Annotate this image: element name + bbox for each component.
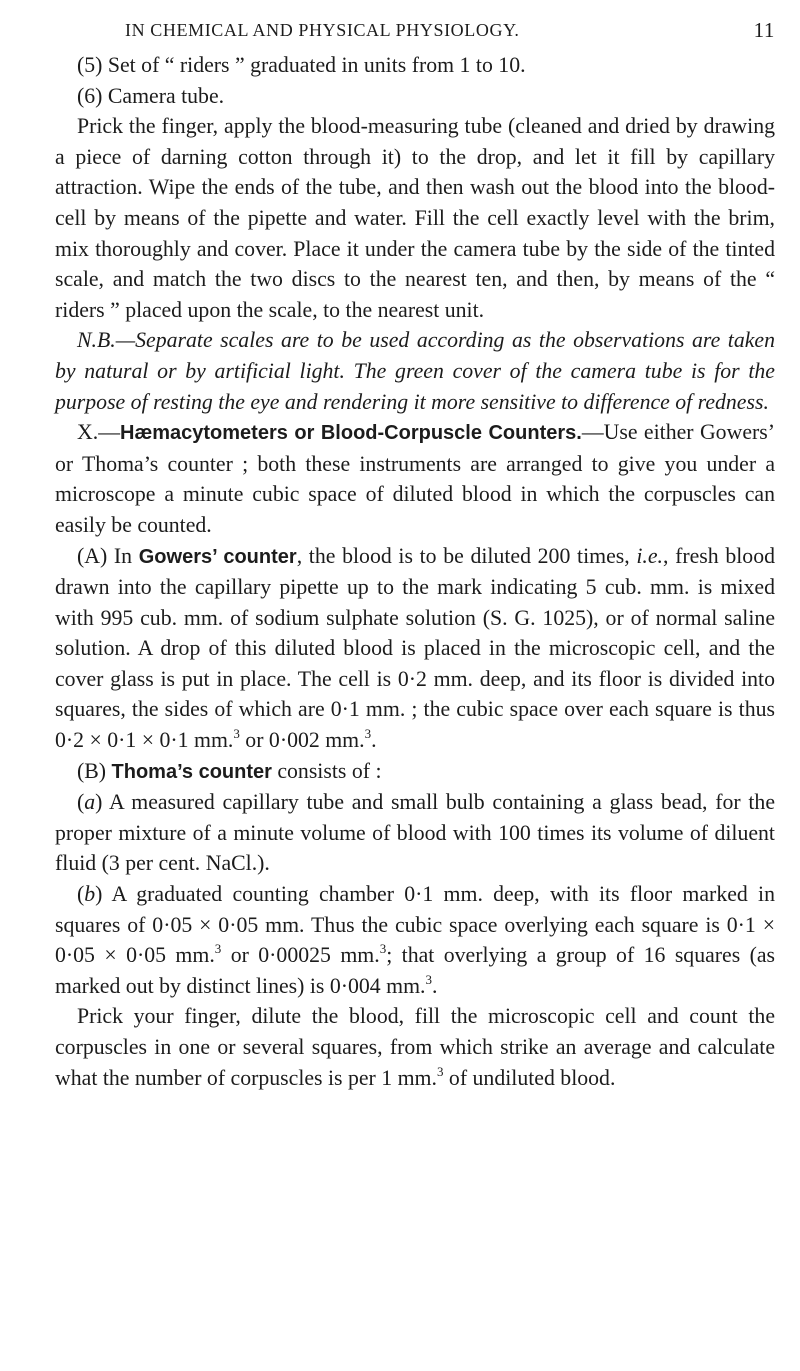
thoma-paragraph <box>55 756 775 788</box>
superscript: 3 <box>425 971 433 987</box>
body-text <box>55 50 775 1093</box>
gowers-prefix: (A) In <box>77 543 139 568</box>
section-title: Hæmacytometers or Blood-Corpuscle Counters. <box>120 422 582 445</box>
list-item-6: (6) Camera tube. <box>77 83 225 108</box>
gowers-text-2: , fresh blood drawn into the capillary pipette up to the mark indicating 5 cub. mm. is mixed with 995 cub. mm. of sodium sulphate solution (S. G. 1025), or of normal saline solution. A drop of this diluted blood is placed in the microscopic cell, and the cover glass is put in place. The cell is 0·2 mm. deep, and its floor is divided into squares, the sides of which are 0·1 mm. ; the cubic space over each square is thus 0·2 × 0·1 × 0·1 mm. <box>55 543 775 753</box>
superscript: 3 <box>436 1063 444 1079</box>
section-x-text: —Use either Gowers’ or Thoma’s counter ; both these instruments are arranged to give you under a microscope a minute cubic space of diluted blood in which the corpuscles can easily be counted. <box>55 420 775 537</box>
final-text-1: Prick your finger, dilute the blood, fill the microscopic cell and count the corpuscles in one or several squares, from which strike an average and calculate what the number of corpuscles is per 1 mm. <box>55 1004 775 1090</box>
running-head: IN CHEMICAL AND PHYSICAL PHYSIOLOGY. <box>125 20 520 40</box>
superscript: 3 <box>364 726 372 742</box>
note-paragraph: N.B.—Separate scales are to be used according as the observations are taken by natural or by artificial light. The green cover of the camera tube is for the purpose of resting the eye and rendering it more sensitive to difference of redness. <box>55 328 775 414</box>
gowers-text-3: or 0·002 mm. <box>239 728 365 753</box>
final-paragraph <box>55 1001 775 1093</box>
superscript: 3 <box>379 941 387 957</box>
page-number: 11 <box>753 18 775 42</box>
item-b-text-2: or 0·00025 mm. <box>221 943 380 968</box>
superscript: 3 <box>233 726 240 742</box>
gowers-text-1: , the blood is to be diluted 200 times, <box>296 543 637 568</box>
item-b-letter: b <box>84 882 96 907</box>
gowers-text-4: . <box>371 728 377 753</box>
list-item-5: (5) Set of “ riders ” graduated in units from 1 to 10. <box>77 53 526 77</box>
gowers-ie: i.e. <box>636 543 663 568</box>
thoma-counter-name: Thoma’s counter <box>111 760 272 783</box>
item-b-text-4: . <box>432 973 438 998</box>
item-a-letter: a <box>84 790 96 815</box>
book-page <box>55 20 775 1093</box>
thoma-item-b: (b) A graduated counting chamber 0·1 mm. deep, with its floor marked in squares of 0·05 × 0·05 mm. Thus the cubic space overlying each square is 0·1 × 0·05 × 0·05 mm.$^3$ or 0·00025 mm.$^3$; that overlying a group of 16 squares (as marked out by distinct lines) is 0·004 mm.$^3$. <box>55 882 776 998</box>
item-b-text-3: ; that overlying a group of 16 squares (as marked out by distinct lines) is 0·004 mm. <box>55 943 776 998</box>
page-header <box>55 20 775 50</box>
section-number: X.— <box>77 420 120 445</box>
item-b-text-1: A graduated counting chamber 0·1 mm. deep, with its floor marked in squares of 0·05 × 0·05 mm. Thus the cubic space overlying each square is 0·1 × 0·05 × 0·05 mm. <box>55 882 775 968</box>
gowers-paragraph <box>55 541 775 756</box>
superscript: 3 <box>214 941 222 957</box>
item-a-text: A measured capillary tube and small bulb containing a glass bead, for the proper mixture of a minute volume of blood with 100 times its volume of diluent fluid (3 per cent. NaCl.). <box>55 790 775 876</box>
final-text-2: of undiluted blood. <box>443 1065 616 1090</box>
thoma-item-a: (a) A measured capillary tube and small bulb containing a glass bead, for the proper mixture of a minute volume of blood with 100 times its volume of diluent fluid (3 per cent. NaCl.). <box>55 790 775 876</box>
section-x-paragraph <box>55 417 775 540</box>
procedure-paragraph: Prick the finger, apply the blood-measuring tube (cleaned and dried by drawing a piece of darning cotton through it) to the drop, and let it fill by capillary attraction. Wipe the ends of the tube, and then wash out the blood into the blood-cell by means of the pipette and water. Fill the cell exactly level with the brim, mix thoroughly and cover. Place it under the camera tube by the side of the tinted scale, and match the two discs to the nearest ten, and then, by means of the “ riders ” placed upon the scale, to the nearest unit. <box>55 114 775 322</box>
thoma-text: consists of : <box>271 758 382 783</box>
thoma-prefix: (B) <box>77 758 112 783</box>
gowers-counter-name: Gowers’ counter <box>138 545 297 568</box>
